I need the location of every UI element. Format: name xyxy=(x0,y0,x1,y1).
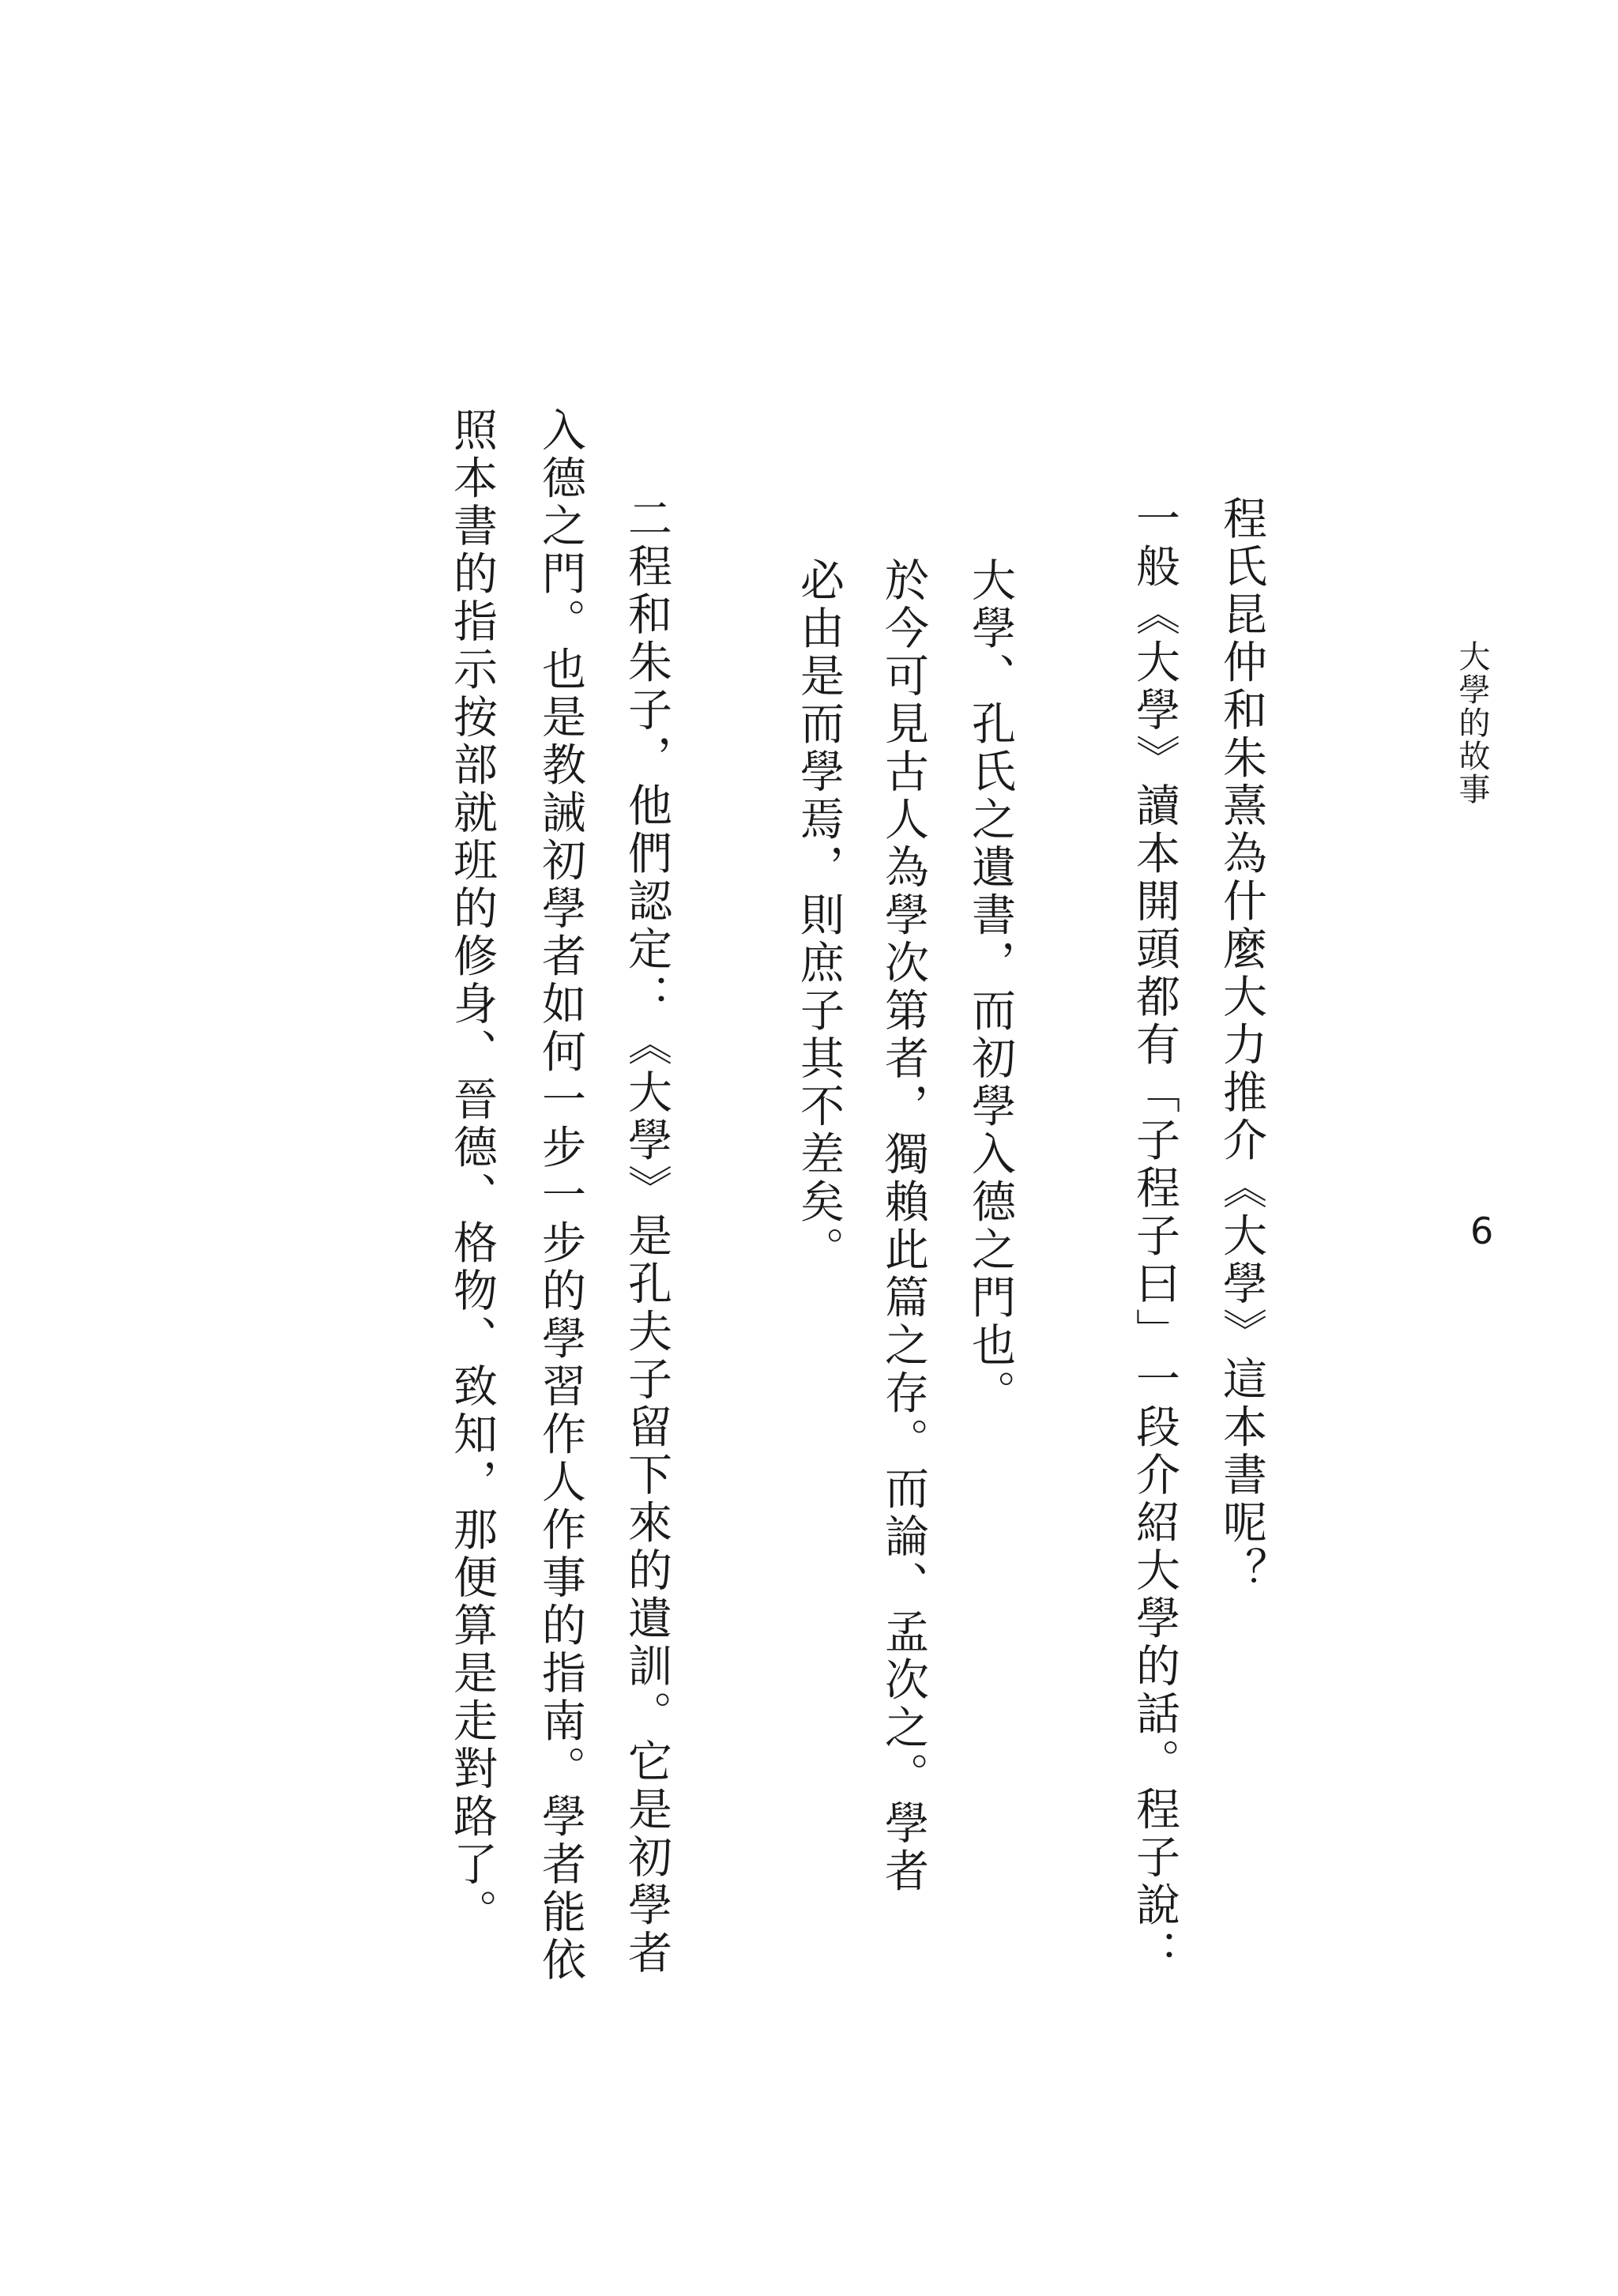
text-column: 一般《大學》讀本開頭都有「子程子曰」一段介紹大學的話。程子說： xyxy=(1129,495,1180,1978)
quote-column: 必由是而學焉，則庶子其不差矣。 xyxy=(793,557,845,1274)
text-column: 入德之門。也是教誡初學者如何一步一步的學習作人作事的指南。學者能依 xyxy=(535,407,586,1985)
page-number: 6 xyxy=(1470,1210,1494,1252)
running-head-title: 大學的故事 xyxy=(1454,640,1490,806)
quote-column: 大學、孔氏之遺書，而初學入德之門也。 xyxy=(965,557,1016,1417)
text-column: 程氏昆仲和朱熹為什麼大力推介《大學》這本書呢？ xyxy=(1216,495,1267,1595)
quote-column: 於今可見古人為學次第者，獨賴此篇之存。而論、孟次之。學者 xyxy=(878,557,929,1895)
text-column: 照本書的指示按部就班的修身、晉德、格物、致知，那便算是走對路了。 xyxy=(446,407,498,1937)
text-column: 二程和朱子，他們認定：《大學》是孔夫子留下來的遺訓。它是初學者 xyxy=(621,495,672,1978)
